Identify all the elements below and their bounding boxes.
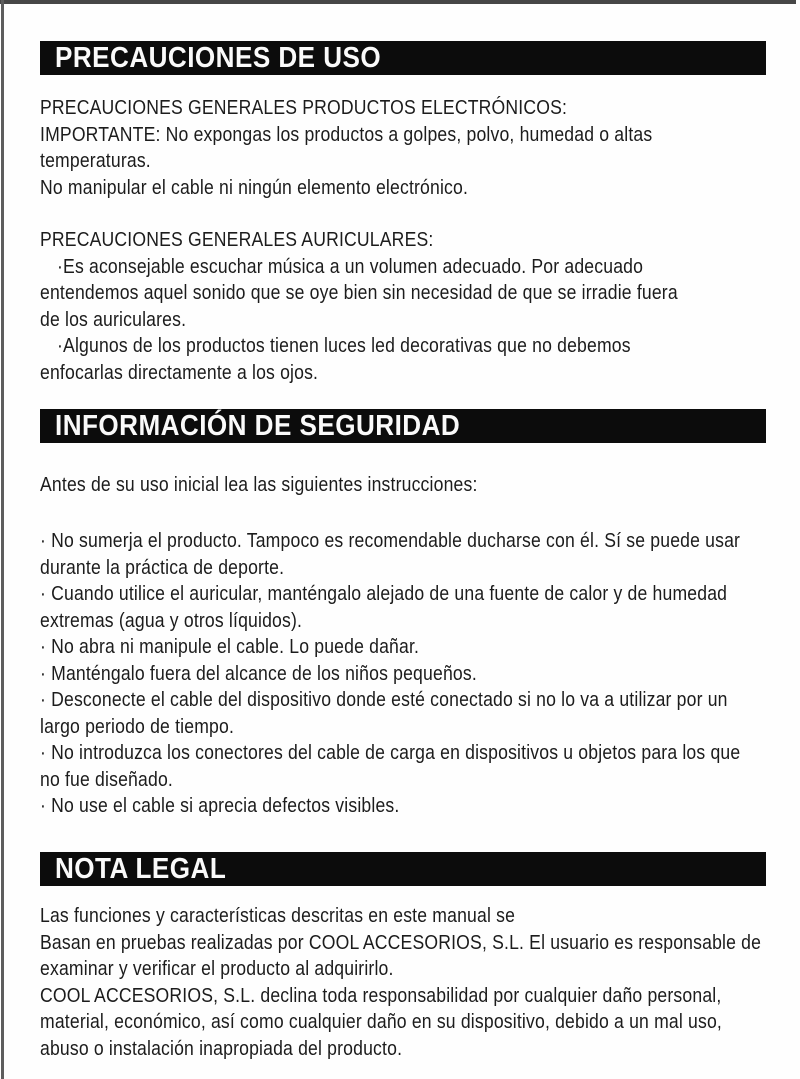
bullet-line: · Manténgalo fuera del alcance de los niños pequeños. bbox=[40, 662, 477, 685]
text-line: IMPORTANTE: No expongas los productos a golpes, polvo, humedad o altas bbox=[40, 123, 653, 146]
section-header-text: INFORMACIÓN DE SEGURIDAD bbox=[55, 410, 461, 442]
text-line: entendemos aquel sonido que se oye bien sin necesidad de que se irradie fuera bbox=[40, 282, 678, 304]
bullet-line: · Desconecte el cable del dispositivo donde esté conectado si no lo va a utilizar por un bbox=[40, 689, 728, 711]
text-line: Basan en pruebas realizadas por COOL ACCESORIOS, S.L. El usuario es responsable de bbox=[40, 931, 762, 954]
text-line: COOL ACCESORIOS, S.L. declina toda responsabilidad por cualquier daño personal, bbox=[40, 984, 722, 1007]
text-line: de los auriculares. bbox=[40, 308, 187, 331]
section-header-informacion-de-seguridad bbox=[40, 409, 766, 443]
paragraph-precauciones-electronicos bbox=[40, 95, 790, 201]
bullet-line: · Cuando utilice el auricular, manténgalo alejado de una fuente de calor y de humedad bbox=[40, 583, 728, 605]
text-line: abuso o instalación inapropiada del producto. bbox=[40, 1037, 403, 1060]
text-line: durante la práctica de deporte. bbox=[40, 556, 285, 579]
text-line: Antes de su uso inicial lea las siguientes instrucciones: bbox=[40, 474, 478, 496]
paragraph-seguridad-intro bbox=[40, 472, 790, 499]
section-header-precauciones-de-uso bbox=[40, 41, 766, 75]
text-line: Las funciones y características descritas en este manual se bbox=[40, 905, 516, 927]
bullet-line: ·Es aconsejable escuchar música a un volumen adecuado. Por adecuado bbox=[57, 255, 644, 278]
text-line: extremas (agua y otros líquidos). bbox=[40, 609, 303, 632]
bullet-line: · No abra ni manipule el cable. Lo puede dañar. bbox=[40, 636, 420, 658]
section-header-text: PRECAUCIONES DE USO bbox=[55, 42, 382, 74]
text-line: material, económico, así como cualquier daño en su dispositivo, debido a un mal uso, bbox=[40, 1011, 723, 1033]
section-header-nota-legal bbox=[40, 852, 766, 886]
text-line: no fue diseñado. bbox=[40, 768, 173, 791]
paragraph-precauciones-auriculares bbox=[40, 227, 790, 386]
text-line: enfocarlas directamente a los ojos. bbox=[40, 361, 319, 384]
bullet-line: ·Algunos de los productos tienen luces led decorativas que no debemos bbox=[57, 335, 631, 357]
text-line: temperaturas. bbox=[40, 150, 151, 172]
text-line: PRECAUCIONES GENERALES AURICULARES: bbox=[40, 229, 434, 251]
section-header-text: NOTA LEGAL bbox=[55, 853, 227, 885]
scan-edge-left bbox=[1, 0, 4, 1079]
bullet-line: · No use el cable si aprecia defectos visibles. bbox=[40, 795, 400, 817]
list-seguridad-instrucciones bbox=[40, 528, 790, 820]
paragraph-nota-legal bbox=[40, 903, 790, 1062]
text-line: largo periodo de tiempo. bbox=[40, 715, 235, 738]
text-line: examinar y verificar el producto al adquirirlo. bbox=[40, 958, 394, 980]
scan-edge-top bbox=[0, 0, 796, 4]
bullet-line: · No sumerja el producto. Tampoco es recomendable ducharse con él. Sí se puede usar bbox=[40, 530, 741, 552]
text-line: PRECAUCIONES GENERALES PRODUCTOS ELECTRÓNICOS: bbox=[40, 97, 568, 119]
bullet-line: · No introduzca los conectores del cable de carga en dispositivos u objetos para los que bbox=[40, 742, 741, 764]
text-line: No manipular el cable ni ningún elemento electrónico. bbox=[40, 176, 469, 199]
